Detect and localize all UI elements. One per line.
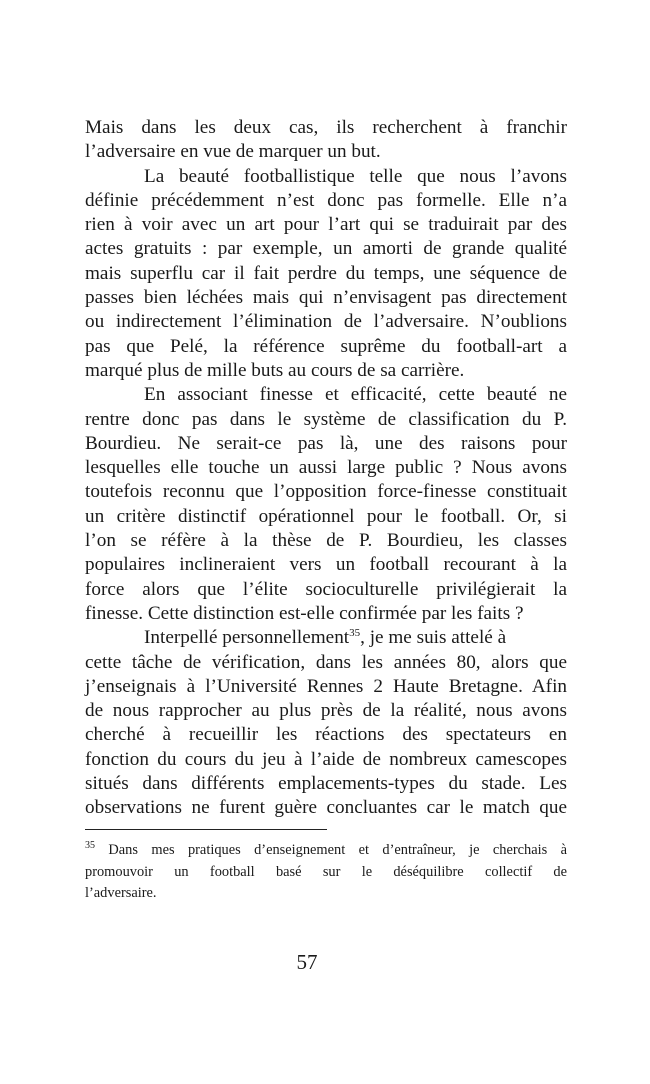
text-line: rien à voir avec un art pour l’art qui se traduirait par des [85, 214, 567, 236]
text-line: populaires inclineraient vers un football recourant à la [85, 554, 567, 576]
text-line: cette tâche de vérification, dans les années 80, alors que [85, 651, 567, 673]
text-line: cherché à recueillir les réactions des spectateurs en [85, 724, 567, 746]
footnote-divider [85, 829, 327, 830]
text-line: passes bien léchées mais qui n’envisagent pas directement [85, 287, 567, 309]
text-line: observations ne furent guère concluantes car le match que [85, 797, 567, 819]
footnote [85, 840, 567, 905]
paragraph [85, 116, 567, 165]
text-line: force alors que l’élite socioculturelle privilégierait la [85, 578, 567, 600]
text-line: marqué plus de mille buts au cours de sa carrière. [85, 359, 465, 381]
text-line: l’on se réfère à la thèse de P. Bourdieu, les classes [85, 530, 567, 552]
text-segment: , je me suis attelé à [360, 627, 507, 649]
footnote-number: 35 [85, 840, 95, 851]
text-line: finesse. Cette distinction est-elle confirmée par les faits ? [85, 602, 524, 624]
text-line: ou indirectement l’élimination de l’adversaire. N’oublions [85, 311, 567, 333]
footnote-reference[interactable]: 35 [349, 627, 361, 640]
text-line: un critère distinctif opérationnel pour le football. Or, si [85, 505, 567, 527]
body-text [85, 116, 567, 821]
text-line: Mais dans les deux cas, ils recherchent à franchir [85, 117, 567, 138]
paragraph [85, 383, 567, 626]
text-line: de nous rapprocher au plus près de la réalité, nous avons [85, 700, 567, 722]
text-line: j’enseignais à l’Université Rennes 2 Haute Bretagne. Afin [85, 675, 567, 697]
text-line: situés dans différents emplacements-types du stade. Les [85, 773, 567, 795]
text-line: lesquelles elle touche un aussi large public ? Nous avons [85, 457, 567, 479]
text-segment: Interpellé personnellement [144, 627, 350, 649]
text-line: En associant finesse et efficacité, cette beauté ne [144, 384, 567, 406]
page-number: 57 [296, 950, 318, 974]
paragraph [85, 165, 567, 384]
paragraph [85, 626, 567, 820]
text-line: La beauté footballistique telle que nous l’avons [144, 165, 567, 187]
text-line: Bourdieu. Ne serait-ce pas là, une des raisons pour [85, 432, 567, 454]
text-line: rentre donc pas dans le système de classification du P. [85, 408, 567, 430]
footnote-line: l’adversaire. [85, 885, 157, 901]
text-segment: Dans mes pratiques d’enseignement et d’entraîneur, je cherchais à [108, 842, 567, 858]
footnote-line: promouvoir un football basé sur le déséquilibre collectif de [85, 863, 567, 880]
text-line: mais superflu car il fait perdre du temps, une séquence de [85, 262, 567, 284]
text-line: toutefois reconnu que l’opposition force-finesse constituait [85, 481, 567, 503]
text-line: définie précédemment n’est donc pas formelle. Elle n’a [85, 189, 567, 211]
footnote-line [85, 840, 567, 862]
text-line: actes gratuits : par exemple, un amorti de grande qualité [85, 238, 567, 260]
text-line: pas que Pelé, la référence suprême du football-art a [85, 335, 567, 357]
text-line [85, 626, 567, 650]
text-line: fonction du cours du jeu à l’aide de nombreux camescopes [85, 748, 567, 770]
text-line: l’adversaire en vue de marquer un but. [85, 141, 381, 163]
